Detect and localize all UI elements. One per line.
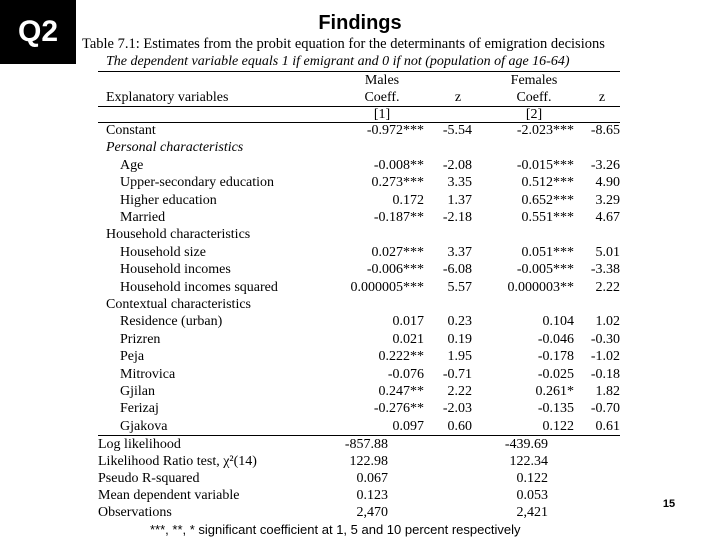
stat-males: 2,470	[356, 505, 388, 520]
row-label: Prizren	[120, 331, 161, 347]
cell-coeff-females: 0.000003**	[507, 279, 574, 295]
cell-coeff-males: 0.027***	[371, 244, 424, 260]
cell-coeff-males: -0.006***	[366, 262, 424, 278]
row-label: Contextual characteristics	[106, 297, 251, 312]
cell-coeff-males: -0.972***	[366, 123, 424, 138]
stat-males: 0.123	[356, 488, 388, 503]
row-label: Household incomes	[120, 262, 231, 278]
stat-females: 122.34	[509, 454, 548, 469]
header-z-males: z	[454, 90, 462, 105]
stat-males: 0.067	[356, 471, 388, 486]
header-explanatory: Explanatory variables	[106, 90, 229, 105]
row-label: Mitrovica	[120, 366, 176, 382]
cell-z-females: -8.65	[590, 123, 620, 138]
cell-coeff-males: 0.172	[392, 192, 424, 208]
slide-title: Findings	[318, 12, 402, 34]
cell-z-males: 0.19	[447, 331, 472, 347]
row-label: Household characteristics	[106, 227, 251, 243]
row-label: Upper-secondary education	[120, 175, 275, 191]
cell-z-males: -0.71	[442, 366, 472, 382]
cell-coeff-females: -0.046	[537, 331, 574, 347]
header-males: Males	[364, 73, 400, 88]
cell-z-males: 1.95	[447, 349, 472, 365]
cell-z-females: 1.02	[595, 314, 620, 330]
cell-coeff-males: 0.097	[392, 418, 424, 434]
cell-coeff-females: 0.104	[542, 314, 574, 330]
cell-coeff-females: 0.551***	[521, 210, 574, 225]
cell-z-females: -3.38	[590, 262, 620, 278]
cell-coeff-males: 0.222**	[378, 349, 424, 365]
cell-z-males: -5.54	[442, 123, 472, 138]
cell-z-females: -0.70	[590, 401, 620, 417]
header-z-females: z	[598, 90, 606, 105]
cell-z-females: 1.82	[595, 384, 620, 399]
row-label: Ferizaj	[120, 401, 159, 417]
cell-z-females: 0.61	[595, 418, 620, 434]
stat-males: 122.98	[349, 454, 388, 469]
cell-coeff-males: 0.273***	[371, 175, 424, 191]
cell-z-females: 2.22	[595, 279, 620, 295]
significance-footnote: ***, **, * significant coefficient at 1, 5 and 10 percent respectively	[150, 522, 521, 537]
cell-coeff-females: 0.652***	[521, 192, 574, 208]
cell-z-males: -2.18	[442, 210, 472, 225]
stat-label: Pseudo R-squared	[98, 471, 200, 486]
cell-z-males: 2.22	[447, 384, 472, 399]
cell-z-females: 4.67	[595, 210, 620, 225]
cell-coeff-females: 0.122	[542, 418, 574, 434]
cell-coeff-males: 0.021	[392, 331, 424, 347]
cell-coeff-females: 0.512***	[521, 175, 574, 191]
cell-z-females: -3.26	[590, 157, 620, 173]
row-label: Gjakova	[120, 418, 168, 434]
cell-z-females: -1.02	[590, 349, 620, 365]
cell-coeff-females: 0.261*	[535, 384, 574, 399]
header-females: Females	[510, 73, 558, 88]
stat-females: -439.69	[504, 437, 548, 452]
cell-coeff-females: -2.023***	[516, 123, 574, 138]
stat-label: Mean dependent variable	[98, 488, 240, 503]
page-number: 15	[662, 498, 676, 510]
row-label: Higher education	[120, 192, 217, 208]
cell-coeff-males: 0.000005***	[350, 279, 424, 295]
question-badge: Q2	[0, 0, 76, 64]
row-label: Constant	[106, 123, 156, 138]
header-coeff-females: Coeff.	[516, 90, 552, 105]
cell-coeff-females: -0.135	[537, 401, 574, 417]
cell-coeff-males: 0.017	[392, 314, 424, 330]
header-coeff-males: Coeff.	[364, 90, 400, 105]
cell-z-males: 3.35	[447, 175, 472, 191]
cell-z-males: 0.23	[447, 314, 472, 330]
cell-coeff-females: -0.178	[537, 349, 574, 365]
cell-z-males: 1.37	[447, 192, 472, 208]
stat-females: 0.053	[516, 488, 548, 503]
row-label: Household size	[120, 244, 206, 260]
cell-coeff-females: -0.025	[537, 366, 574, 382]
cell-z-females: 3.29	[595, 192, 620, 208]
cell-coeff-females: 0.051***	[521, 244, 574, 260]
cell-z-males: -6.08	[442, 262, 472, 278]
cell-z-females: -0.30	[590, 331, 620, 347]
table-title: Table 7.1: Estimates from the probit equation for the determinants of emigration decisions	[82, 36, 605, 52]
stat-males: -857.88	[344, 437, 388, 452]
cell-coeff-males: -0.008**	[373, 157, 424, 173]
cell-z-females: -0.18	[590, 366, 620, 382]
row-label: Household incomes squared	[120, 279, 278, 295]
row-label: Personal characteristics	[106, 140, 244, 156]
cell-coeff-females: -0.005***	[516, 262, 574, 278]
cell-coeff-males: -0.276**	[373, 401, 424, 417]
header-col1: [1]	[373, 107, 391, 122]
row-label: Gjilan	[120, 384, 155, 399]
row-label: Married	[120, 210, 166, 225]
cell-z-males: -2.08	[442, 157, 472, 173]
cell-z-males: -2.03	[442, 401, 472, 417]
cell-coeff-males: -0.187**	[373, 210, 424, 225]
stat-label: Observations	[98, 505, 172, 520]
row-label: Residence (urban)	[120, 314, 223, 330]
cell-z-females: 4.90	[595, 175, 620, 191]
cell-coeff-males: -0.076	[387, 366, 424, 382]
table-subtitle: The dependent variable equals 1 if emigrant and 0 if not (population of age 16-64)	[106, 54, 570, 69]
cell-z-males: 3.37	[447, 244, 472, 260]
cell-coeff-males: 0.247**	[378, 384, 424, 399]
cell-coeff-females: -0.015***	[516, 157, 574, 173]
stat-females: 2,421	[516, 505, 548, 520]
cell-z-males: 0.60	[447, 418, 472, 434]
cell-z-males: 5.57	[447, 279, 472, 295]
stat-label: Log likelihood	[98, 437, 181, 452]
row-label: Age	[120, 157, 144, 173]
stat-label: Likelihood Ratio test, χ²(14)	[98, 454, 257, 469]
cell-z-females: 5.01	[595, 244, 620, 260]
row-label: Peja	[120, 349, 145, 365]
header-col2: [2]	[525, 107, 543, 122]
stat-females: 0.122	[516, 471, 548, 486]
